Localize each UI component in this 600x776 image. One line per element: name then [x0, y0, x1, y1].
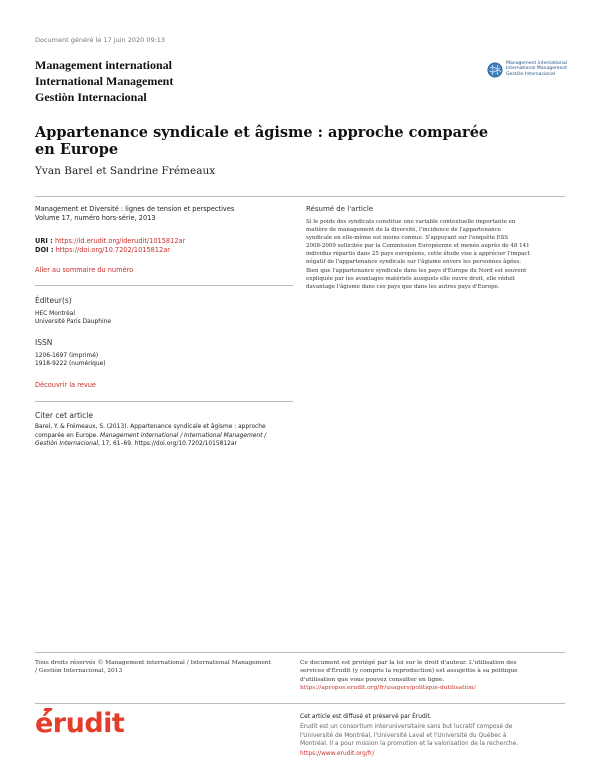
erudit-logo[interactable]: érudit: [35, 708, 125, 739]
erudit-link[interactable]: https://www.erudit.org/fr/: [300, 751, 375, 758]
header-divider: [35, 196, 565, 197]
citation-text: , 17, 61–69. https://doi.org/10.7202/1015812ar: [98, 441, 237, 448]
article-title: Appartenance syndicale et âgisme : approche comparée en Europe: [35, 124, 489, 158]
publisher-name: Université Paris Dauphine: [35, 319, 111, 326]
globe-icon: [487, 62, 503, 78]
copyright-line: services d'Érudit (y compris la reproduction) est assujettie à sa politique: [300, 668, 518, 675]
rights-line: / Gestiòn Internacional, 2013: [35, 668, 123, 675]
abstract-line: Si le poids des syndicats constitue une variable contextuelle importante en: [306, 219, 516, 225]
generated-date: Document généré le 17 juin 2020 09:13: [35, 36, 166, 44]
divider: [35, 285, 293, 286]
publisher-heading: Éditeur(s): [35, 296, 72, 305]
erudit-notice: [300, 713, 568, 758]
copyright-notice: [300, 659, 568, 692]
issue-info: [35, 205, 295, 223]
issn-list: [35, 352, 106, 369]
abstract-line: individus répartis dans 25 pays européens, cette étude vise à apprécier l'impact: [306, 251, 530, 258]
logo-text: [506, 61, 567, 77]
journal-title-line: Management international: [35, 58, 172, 72]
footer-divider: [35, 652, 565, 653]
citation-text: comparée en Europe.: [35, 432, 101, 439]
cite-heading: Citer cet article: [35, 411, 93, 420]
doi-label: DOI :: [35, 246, 54, 255]
uri-label: URI :: [35, 237, 53, 245]
citation: [35, 423, 300, 449]
issn-heading: ISSN: [35, 338, 53, 347]
divider: [35, 401, 293, 402]
abstract-line: Bien que l'appartenance syndicale dans les pays d'Europe du Nord est souvent: [306, 267, 527, 274]
rights-line: Tous droits réservés © Management international / International Management: [35, 660, 271, 666]
logo-line: Management international: [506, 61, 567, 66]
citation-line: [35, 432, 300, 441]
toc-link[interactable]: Aller au sommaire du numéro: [35, 266, 134, 274]
abstract-heading: Résumé de l'article: [306, 205, 374, 213]
issn-digital: 1918-9222 (numérique): [35, 361, 106, 368]
abstract-line: expliquée par les avantages matériels auxquels elle ouvre droit, elle réduit: [306, 275, 516, 282]
logo-line: Gestiòn Internacional: [506, 71, 556, 77]
citation-line: Barel, Y. & Frémeaux, S. (2013). Appartenance syndicale et âgisme : approche: [35, 424, 266, 430]
journal-title-line: International Management: [35, 74, 174, 88]
abstract-line: syndicale en elle-même est moins connue. S'appuyant sur l'enquête ESS: [306, 235, 509, 242]
citation-journal: Management international / International Management /: [100, 432, 267, 439]
uri-link[interactable]: https://id.erudit.org/iderudit/1015812ar: [54, 237, 186, 245]
citation-line: [35, 440, 300, 449]
doi-row: [35, 246, 295, 255]
erudit-line: l'Université de Montréal, l'Université Laval et l'Université du Québec à: [300, 732, 507, 739]
erudit-heading: Cet article est diffusé et préservé par Érudit.: [300, 714, 432, 720]
abstract-line: 2008-2009 sollicitée par la Commission Européenne et menée auprès de 48 141: [306, 243, 530, 250]
policy-link[interactable]: https://apropos.erudit.org/fr/usagers/politique-dutilisation/: [300, 684, 476, 691]
doi-link[interactable]: https://doi.org/10.7202/1015812ar: [55, 246, 171, 255]
journal-logo[interactable]: [487, 60, 567, 80]
uri-row: [35, 237, 295, 246]
abstract-text: [306, 218, 568, 291]
discover-journal-link[interactable]: Découvrir la revue: [35, 381, 96, 389]
copyright-line: Ce document est protégé par la loi sur le droit d'auteur. L'utilisation des: [300, 660, 517, 666]
footer-divider: [35, 703, 565, 704]
abstract-line: matière de management de la diversité, l'incidence de l'appartenance: [306, 227, 502, 234]
erudit-line: Montréal. Il a pour mission la promotion et la valorisation de la recherche.: [300, 740, 519, 747]
publisher-name: HEC Montréal: [35, 311, 76, 317]
issn-print: 1206-1697 (imprimé): [35, 353, 99, 359]
abstract-line: négatif de l'appartenance syndicale sur l'âgisme envers les personnes âgées.: [306, 259, 522, 266]
citation-journal: Gestiòn Internacional: [35, 441, 99, 448]
journal-title-line: Gestiòn Internacional: [35, 90, 147, 104]
article-authors: Yvan Barel et Sandrine Frémeaux: [35, 165, 216, 177]
copyright-line: d'utilisation que vous pouvez consulter en ligne.: [300, 676, 445, 683]
publisher-list: [35, 310, 111, 327]
abstract-line: davantage l'âgisme dans ces pays que dans les autres pays d'Europe.: [306, 283, 500, 290]
identifiers: [35, 237, 295, 255]
rights-notice: [35, 659, 297, 676]
issue-line: Volume 17, numéro hors-série, 2013: [35, 214, 156, 223]
journal-title: [35, 57, 173, 105]
issue-line: Management et Diversité : lignes de tension et perspectives: [35, 205, 235, 213]
logo-line: International Management: [506, 66, 568, 72]
erudit-line: Érudit est un consortium interuniversitaire sans but lucratif composé de: [300, 724, 513, 731]
